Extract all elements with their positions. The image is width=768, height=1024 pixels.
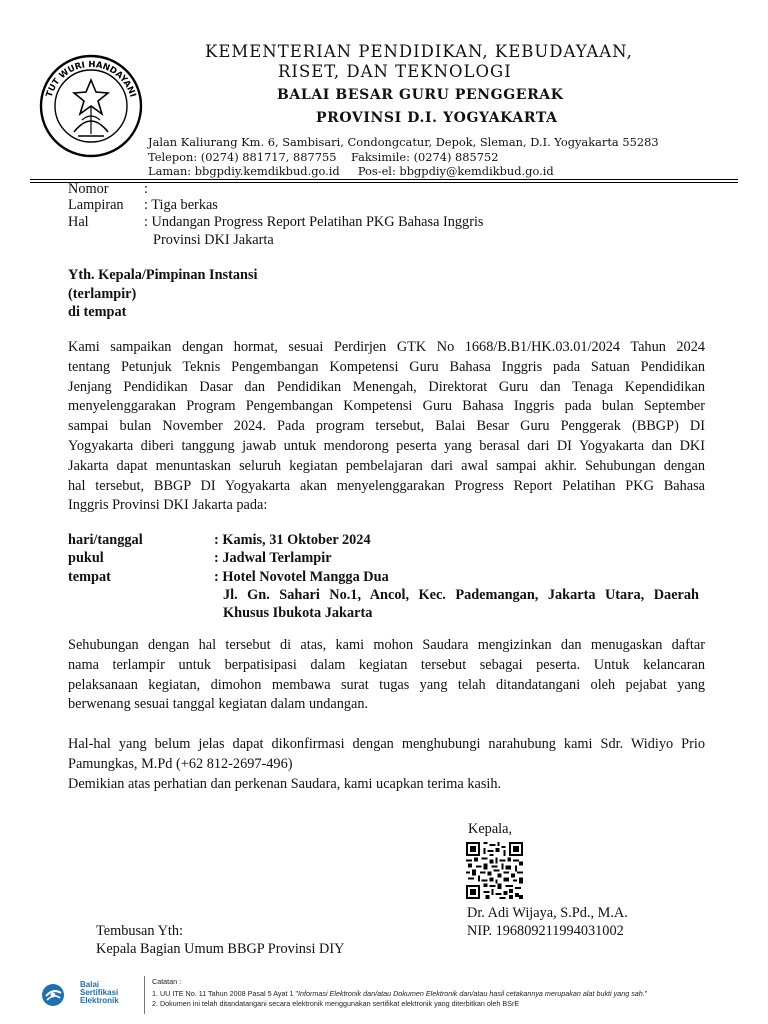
- event-date-label: hari/tanggal: [68, 532, 143, 548]
- signatory-nip: NIP. 196809211994031002: [467, 923, 624, 939]
- hal-label: Hal: [68, 214, 89, 230]
- hal-value-line2: Provinsi DKI Jakarta: [153, 232, 274, 248]
- cc-label: Tembusan Yth:: [96, 923, 184, 939]
- letterhead-rule-thin: [30, 182, 738, 183]
- body-paragraph-3: [68, 735, 705, 794]
- bse-name-line2: Sertifikasi: [80, 988, 119, 997]
- hal-value: : Undangan Progress Report Pelatihan PKG Bahasa Inggris: [144, 214, 484, 230]
- body-line: Jenjang Pendidikan Dasar dan Pendidikan Menengah, Direktorat Guru dan Tenaga Kependidikan: [68, 378, 705, 395]
- footer-note-1-prefix: 1. UU ITE No. 11 Tahun 2008 Pasal 5 Ayat 1 ": [152, 989, 298, 998]
- ministry-name-line1: KEMENTERIAN PENDIDIKAN, KEBUDAYAAN,: [205, 42, 633, 61]
- recipient-line3: di tempat: [68, 304, 127, 320]
- event-time-label: pukul: [68, 550, 104, 566]
- body-line: Jakarta dapat menuntaskan seluruh kegiatan pembelajaran dari awal sampai akhir. Sehubungan dengan: [68, 457, 705, 474]
- body-paragraph-1: [68, 338, 705, 516]
- ministry-name-line2: RISET, DAN TEKNOLOGI: [278, 62, 512, 81]
- nomor-value: :: [144, 181, 148, 197]
- footer-note-1: [152, 989, 647, 998]
- letterhead-rule: [30, 179, 738, 180]
- cc-recipient: Kepala Bagian Umum BBGP Provinsi DIY: [96, 941, 345, 957]
- body-line: Inggris Provinsi DKI Jakarta pada:: [68, 497, 268, 514]
- body-line: Yogyakarta diberi tanggung jawab untuk mendorong peserta yang berasal dari DI Yogyakarta dan DKI: [68, 437, 705, 454]
- event-address-line1: Jl. Gn. Sahari No.1, Ancol, Kec. Pademangan, Jakarta Utara, Daerah: [223, 587, 699, 603]
- svg-text:TUT WURI HANDAYANI: TUT WURI HANDAYANI: [44, 59, 138, 99]
- qr-code-icon: [466, 842, 523, 899]
- event-place-value: : Hotel Novotel Mangga Dua: [214, 569, 389, 585]
- body-line: hal tersebut, BBGP DI Yogyakarta akan menyelenggarakan Progress Report Pelatihan PKG Bahasa: [68, 477, 705, 494]
- office-address: Jalan Kaliurang Km. 6, Sambisari, Condongcatur, Depok, Sleman, D.I. Yogyakarta 55283: [148, 135, 659, 149]
- bse-name-line3: Elektronik: [80, 996, 119, 1005]
- office-name-line1: BALAI BESAR GURU PENGGERAK: [277, 87, 564, 103]
- body-line: pelaksanaan kegiatan, dimohon membawa surat tugas yang telah ditandatangani oleh pejabat yang: [68, 676, 705, 693]
- office-phone: Telepon: (0274) 881717, 887755 Faksimile: (0274) 885752: [148, 150, 499, 164]
- body-paragraph-2: [68, 636, 705, 715]
- lampiran-value: : Tiga berkas: [144, 197, 218, 213]
- body-line: Kami sampaikan dengan hormat, sesuai Perdirjen GTK No 1668/B.B1/HK.03.01/2024 Tahun 2024: [68, 339, 705, 355]
- bse-logo-icon: [40, 980, 82, 1010]
- event-place-label: tempat: [68, 569, 111, 585]
- signatory-name: Dr. Adi Wijaya, S.Pd., M.A.: [467, 905, 628, 921]
- body-line: Demikian atas perhatian dan perkenan Saudara, kami ucapkan terima kasih.: [68, 775, 502, 792]
- footer-note-2: 2. Dokumen ini telah ditandatangani secara elektronik menggunakan sertifikat elektronik yang diterbitkan oleh BSrE: [152, 999, 520, 1008]
- footer-divider: [144, 976, 145, 1014]
- recipient-line1: Yth. Kepala/Pimpinan Instansi: [68, 267, 258, 283]
- footer-note-1-suffix: ": [644, 989, 648, 998]
- body-line: menyelenggarakan Program Pengembangan Kompetensi Guru Bahasa Inggris pada bulan September: [68, 398, 705, 415]
- event-address-line2: Khusus Ibukota Jakarta: [223, 605, 373, 621]
- body-line: Sehubungan dengan hal tersebut di atas, kami mohon Saudara mengizinkan dan menugaskan daftar: [68, 637, 705, 653]
- tut-wuri-handayani-logo: [34, 46, 148, 158]
- event-time-value: : Jadwal Terlampir: [214, 550, 332, 566]
- bse-name-line1: Balai: [80, 980, 100, 989]
- recipient-line2: (terlampir): [68, 286, 137, 302]
- nomor-label: Nomor: [68, 181, 109, 197]
- body-line: berwenang sesuai tanggal kegiatan dalam undangan.: [68, 696, 369, 713]
- body-line: tentang Petunjuk Teknis Pengembangan Kompetensi Guru Bahasa Inggris pada Satuan Pendidikan: [68, 358, 705, 375]
- signature-title: Kepala,: [468, 821, 513, 837]
- body-line: nama terlampir untuk berpatisipasi dalam kegiatan tersebut sebagai peserta. Untuk kelancaran: [68, 656, 705, 673]
- office-name-line2: PROVINSI D.I. YOGYAKARTA: [316, 110, 558, 126]
- office-web: Laman: bbgpdiy.kemdikbud.go.id Pos-el: bbgpdiy@kemdikbud.go.id: [148, 164, 554, 178]
- footer-note-1-quote: Informasi Elektronik dan/atau Dokumen Elektronik dan/atau hasil cetakannya merupakan alat bukti yang sah.: [298, 989, 645, 998]
- footer-note-heading: Catatan :: [152, 977, 182, 986]
- body-line: sampai bulan November 2024. Pada program tersebut, Balai Besar Guru Penggerak (BBGP) DI: [68, 418, 705, 435]
- lampiran-label: Lampiran: [68, 197, 124, 213]
- event-date-value: : Kamis, 31 Oktober 2024: [214, 532, 371, 548]
- body-line: Hal-hal yang belum jelas dapat dikonfirmasi dengan menghubungi narahubung kami Sdr. Widiyo Prio: [68, 736, 705, 752]
- body-line: Pamungkas, M.Pd (+62 812-2697-496): [68, 755, 293, 772]
